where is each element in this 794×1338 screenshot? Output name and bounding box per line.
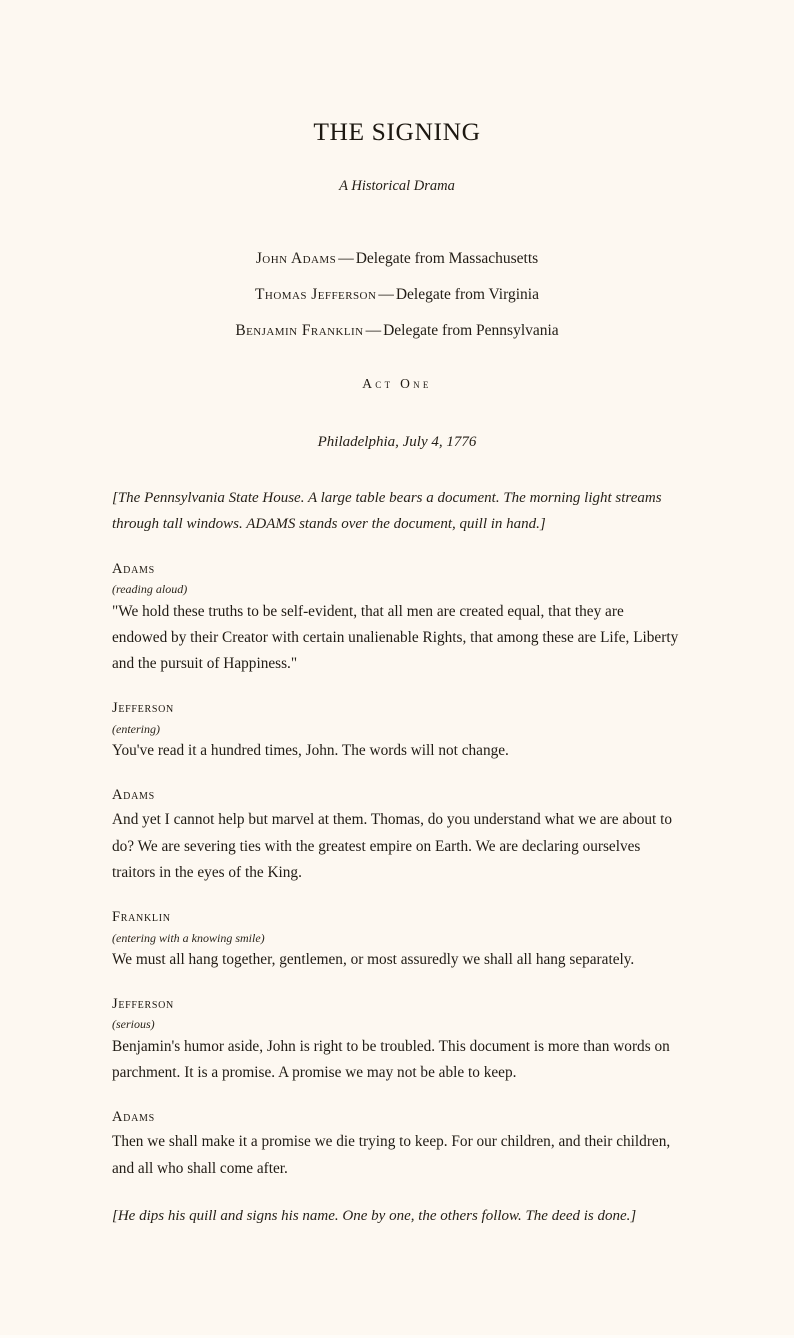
- cast-separator-dash: —: [378, 286, 394, 304]
- cast-list-item: [112, 250, 682, 286]
- speaker-name: Franklin: [112, 908, 171, 925]
- dialogue-text: Then we shall make it a promise we die trying to keep. For our children, and their children, and all who shall come after.: [112, 1133, 671, 1177]
- speech-block: [112, 786, 682, 886]
- speech-block: [112, 908, 682, 973]
- cast-member-name: Benjamin Franklin: [235, 322, 364, 340]
- speaker-name: Adams: [112, 560, 155, 577]
- speaker-name: Adams: [112, 1108, 155, 1125]
- cast-member-name: Thomas Jefferson: [255, 286, 377, 304]
- speaker-name: Jefferson: [112, 700, 174, 716]
- speech-block: [112, 560, 682, 677]
- dialogue-text: You've read it a hundred times, John. The words will not change.: [112, 741, 509, 759]
- speaker-name: Jefferson: [112, 995, 174, 1012]
- cast-separator-dash: —: [365, 322, 382, 340]
- speaker-parenthetical: (entering with a knowing smile): [112, 930, 265, 945]
- cast-separator-dash: —: [338, 250, 354, 268]
- cast-member-role: Delegate from Pennsylvania: [383, 322, 559, 340]
- speaker-parenthetical: (serious): [112, 1017, 155, 1032]
- script-body: [112, 451, 682, 1229]
- dialogue-text: "We hold these truths to be self-evident, that all men are created equal, that they are endowed by their Creator with certain unalienable Rights, that among these are Life, Liberty and the pursuit of Happiness.": [112, 602, 679, 672]
- cast-list: [112, 195, 682, 339]
- cast-member-role: Delegate from Virginia: [395, 286, 539, 304]
- script-text-column: [112, 0, 682, 1230]
- speech-block: [112, 1108, 682, 1182]
- cast-member-name: John Adams: [255, 250, 337, 268]
- scene-setting: Philadelphia, July 4, 1776: [317, 434, 477, 451]
- speaker-name: Adams: [112, 786, 155, 803]
- opening-stage-direction: [The Pennsylvania State House. A large table bears a document. The morning light streams through tall windows. ADAMS stands over the document, quill in hand.]: [112, 490, 662, 532]
- cast-list-item: [112, 322, 682, 339]
- cast-list-item: [112, 286, 682, 322]
- dialogue-text: We must all hang together, gentlemen, or most assuredly we shall all hang separately.: [112, 950, 635, 968]
- title-block: [112, 0, 682, 195]
- play-subtitle: A Historical Drama: [339, 178, 455, 195]
- speech-block: [112, 699, 682, 764]
- speaker-parenthetical: (reading aloud): [112, 582, 188, 597]
- speaker-parenthetical: (entering): [112, 721, 160, 736]
- dialogue-text: Benjamin's humor aside, John is right to be troubled. This document is more than words on parchment. It is a promise. A promise we may not be able to keep.: [112, 1037, 670, 1081]
- closing-stage-direction: [He dips his quill and signs his name. One by one, the others follow. The deed is done.]: [112, 1207, 637, 1224]
- page-title: THE SIGNING: [313, 117, 481, 146]
- cast-member-role: Delegate from Massachusetts: [355, 250, 539, 268]
- dialogue-text: And yet I cannot help but marvel at them. Thomas, do you understand what we are about to do? We are severing ties with the greatest empire on Earth. We are declaring ourselves traitors in the eyes of the King.: [112, 811, 673, 881]
- speech-block: [112, 995, 682, 1086]
- act-heading: Act One: [362, 376, 432, 392]
